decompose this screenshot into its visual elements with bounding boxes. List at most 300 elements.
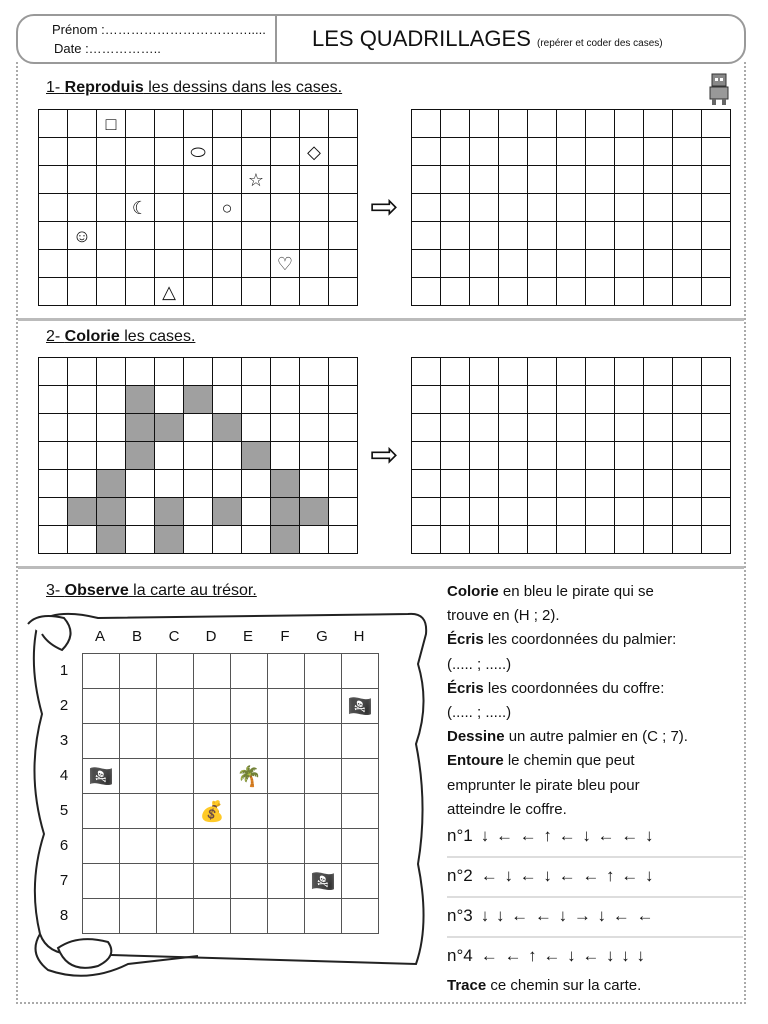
grid-cell[interactable] [271,166,300,194]
grid-cell[interactable] [39,138,68,166]
grid-cell[interactable] [615,442,644,470]
grid-cell[interactable] [39,250,68,278]
grid-cell[interactable] [470,138,499,166]
grid-cell[interactable] [155,386,184,414]
pirate-icon[interactable]: 🏴‍☠️ [342,689,379,724]
grid-cell[interactable] [441,138,470,166]
grid-cell[interactable] [194,829,231,864]
grid-cell[interactable] [213,278,242,306]
grid-cell[interactable] [97,250,126,278]
grid-cell[interactable] [213,386,242,414]
grid-cell[interactable] [242,414,271,442]
filled-cell[interactable] [97,498,126,526]
grid-cell[interactable] [300,110,329,138]
grid-cell[interactable] [586,358,615,386]
grid-cell[interactable] [305,794,342,829]
grid-cell[interactable] [39,358,68,386]
grid-cell[interactable] [586,442,615,470]
grid-cell[interactable] [184,110,213,138]
grid-cell[interactable] [242,138,271,166]
drawing-symbol[interactable]: ☆ [242,166,271,194]
grid-cell[interactable] [441,442,470,470]
grid-cell[interactable] [268,689,305,724]
grid-cell[interactable] [126,222,155,250]
grid-cell[interactable] [615,194,644,222]
grid-cell[interactable] [557,358,586,386]
grid-cell[interactable] [155,110,184,138]
grid-cell[interactable] [499,414,528,442]
grid-cell[interactable] [615,386,644,414]
grid-cell[interactable] [300,414,329,442]
grid-cell[interactable] [644,414,673,442]
grid-cell[interactable] [68,166,97,194]
grid-cell[interactable] [126,166,155,194]
grid-cell[interactable] [39,414,68,442]
grid-cell[interactable] [412,222,441,250]
grid-cell[interactable] [268,724,305,759]
grid-cell[interactable] [615,414,644,442]
grid-cell[interactable] [615,110,644,138]
grid-cell[interactable] [702,222,731,250]
grid-cell[interactable] [184,278,213,306]
grid-cell[interactable] [97,358,126,386]
grid-cell[interactable] [470,526,499,554]
grid-cell[interactable] [126,358,155,386]
grid-cell[interactable] [305,899,342,934]
grid-cell[interactable] [499,526,528,554]
grid-cell[interactable] [97,278,126,306]
grid-cell[interactable] [120,899,157,934]
grid-cell[interactable] [673,222,702,250]
grid-cell[interactable] [271,414,300,442]
grid-cell[interactable] [528,194,557,222]
grid-cell[interactable] [242,222,271,250]
grid-cell[interactable] [441,250,470,278]
grid-cell[interactable] [231,689,268,724]
grid-cell[interactable] [557,278,586,306]
grid-cell[interactable] [231,794,268,829]
sequence-option[interactable] [447,946,646,966]
grid-cell[interactable] [673,138,702,166]
grid-cell[interactable] [213,250,242,278]
filled-cell[interactable] [300,498,329,526]
grid-cell[interactable] [702,138,731,166]
grid-cell[interactable] [155,442,184,470]
drawing-symbol[interactable]: ♡ [271,250,300,278]
sequence-option[interactable] [447,866,655,886]
grid-cell[interactable] [329,526,358,554]
grid-cell[interactable] [586,250,615,278]
grid-cell[interactable] [528,222,557,250]
grid-cell[interactable] [557,470,586,498]
grid-cell[interactable] [213,166,242,194]
grid-cell[interactable] [441,414,470,442]
grid-cell[interactable] [213,110,242,138]
grid-cell[interactable] [702,470,731,498]
grid-cell[interactable] [83,899,120,934]
grid-cell[interactable] [184,414,213,442]
grid-cell[interactable] [342,899,379,934]
grid-cell[interactable] [441,386,470,414]
grid-cell[interactable] [305,724,342,759]
grid-cell[interactable] [441,222,470,250]
grid-cell[interactable] [242,358,271,386]
grid-cell[interactable] [83,689,120,724]
grid-cell[interactable] [157,689,194,724]
grid-cell[interactable] [644,110,673,138]
grid-cell[interactable] [126,278,155,306]
grid-cell[interactable] [470,414,499,442]
grid-cell[interactable] [97,138,126,166]
grid-cell[interactable] [499,358,528,386]
grid-cell[interactable] [470,166,499,194]
grid-cell[interactable] [213,470,242,498]
grid-cell[interactable] [68,526,97,554]
grid-cell[interactable] [557,166,586,194]
copy-grid-1[interactable] [411,109,731,306]
grid-cell[interactable] [586,470,615,498]
grid-cell[interactable] [441,358,470,386]
grid-cell[interactable] [271,138,300,166]
grid-cell[interactable] [329,166,358,194]
grid-cell[interactable] [155,358,184,386]
grid-cell[interactable] [702,250,731,278]
grid-cell[interactable] [120,759,157,794]
grid-cell[interactable] [412,250,441,278]
grid-cell[interactable] [300,442,329,470]
grid-cell[interactable] [441,194,470,222]
grid-cell[interactable] [126,526,155,554]
grid-cell[interactable] [120,654,157,689]
grid-cell[interactable] [194,724,231,759]
grid-cell[interactable] [615,222,644,250]
grid-cell[interactable] [673,526,702,554]
grid-cell[interactable] [528,138,557,166]
grid-cell[interactable] [268,864,305,899]
grid-cell[interactable] [300,358,329,386]
grid-cell[interactable] [342,829,379,864]
grid-cell[interactable] [39,386,68,414]
filled-cell[interactable] [271,470,300,498]
grid-cell[interactable] [155,194,184,222]
grid-cell[interactable] [231,724,268,759]
grid-cell[interactable] [300,222,329,250]
grid-cell[interactable] [499,194,528,222]
filled-cell[interactable] [184,386,213,414]
grid-cell[interactable] [586,166,615,194]
grid-cell[interactable] [329,470,358,498]
grid-cell[interactable] [271,110,300,138]
grid-cell[interactable] [268,794,305,829]
grid-cell[interactable] [412,498,441,526]
grid-cell[interactable] [329,194,358,222]
grid-cell[interactable] [83,829,120,864]
grid-cell[interactable] [68,250,97,278]
grid-cell[interactable] [342,794,379,829]
grid-cell[interactable] [702,278,731,306]
grid-cell[interactable] [528,526,557,554]
grid-cell[interactable] [242,470,271,498]
grid-cell[interactable] [615,498,644,526]
grid-cell[interactable] [499,110,528,138]
treasure-map-grid[interactable] [82,653,379,934]
grid-cell[interactable] [155,222,184,250]
filled-cell[interactable] [155,498,184,526]
grid-cell[interactable] [586,194,615,222]
grid-cell[interactable] [271,278,300,306]
grid-cell[interactable] [194,759,231,794]
grid-cell[interactable] [83,654,120,689]
grid-cell[interactable] [528,278,557,306]
grid-cell[interactable] [329,250,358,278]
grid-cell[interactable] [157,829,194,864]
grid-cell[interactable] [329,222,358,250]
grid-cell[interactable] [68,138,97,166]
grid-cell[interactable] [300,166,329,194]
grid-cell[interactable] [120,864,157,899]
grid-cell[interactable] [68,414,97,442]
grid-cell[interactable] [39,470,68,498]
grid-cell[interactable] [557,498,586,526]
palm-icon[interactable]: 🌴 [231,759,268,794]
grid-cell[interactable] [329,278,358,306]
grid-cell[interactable] [702,358,731,386]
grid-cell[interactable] [470,470,499,498]
grid-cell[interactable] [97,166,126,194]
grid-cell[interactable] [342,654,379,689]
grid-cell[interactable] [97,442,126,470]
filled-cell[interactable] [213,498,242,526]
grid-cell[interactable] [39,194,68,222]
grid-cell[interactable] [126,470,155,498]
grid-cell[interactable] [673,470,702,498]
grid-cell[interactable] [184,358,213,386]
grid-cell[interactable] [305,689,342,724]
grid-cell[interactable] [157,654,194,689]
grid-cell[interactable] [231,829,268,864]
filled-cell[interactable] [271,498,300,526]
grid-cell[interactable] [557,526,586,554]
grid-cell[interactable] [412,138,441,166]
grid-cell[interactable] [557,442,586,470]
grid-cell[interactable] [557,250,586,278]
grid-cell[interactable] [470,110,499,138]
grid-cell[interactable] [126,498,155,526]
filled-cell[interactable] [97,526,126,554]
grid-cell[interactable] [615,358,644,386]
grid-cell[interactable] [557,138,586,166]
grid-cell[interactable] [470,194,499,222]
grid-cell[interactable] [470,222,499,250]
grid-cell[interactable] [39,166,68,194]
filled-cell[interactable] [213,414,242,442]
grid-cell[interactable] [412,386,441,414]
grid-cell[interactable] [329,498,358,526]
filled-cell[interactable] [155,414,184,442]
grid-cell[interactable] [68,386,97,414]
grid-cell[interactable] [586,526,615,554]
grid-cell[interactable] [557,222,586,250]
grid-cell[interactable] [242,498,271,526]
grid-cell[interactable] [615,470,644,498]
grid-cell[interactable] [213,222,242,250]
grid-cell[interactable] [194,689,231,724]
grid-cell[interactable] [194,654,231,689]
pirate-icon[interactable]: 🏴‍☠️ [305,864,342,899]
grid-cell[interactable] [329,386,358,414]
grid-cell[interactable] [702,194,731,222]
grid-cell[interactable] [97,222,126,250]
grid-cell[interactable] [644,250,673,278]
grid-cell[interactable] [213,358,242,386]
copy-grid-2[interactable] [411,357,731,554]
grid-cell[interactable] [342,864,379,899]
grid-cell[interactable] [68,194,97,222]
grid-cell[interactable] [412,278,441,306]
grid-cell[interactable] [157,724,194,759]
grid-cell[interactable] [271,358,300,386]
grid-cell[interactable] [97,414,126,442]
grid-cell[interactable] [231,654,268,689]
grid-cell[interactable] [412,414,441,442]
grid-cell[interactable] [271,386,300,414]
grid-cell[interactable] [499,278,528,306]
grid-cell[interactable] [673,250,702,278]
grid-cell[interactable] [441,498,470,526]
grid-cell[interactable] [268,899,305,934]
grid-cell[interactable] [644,278,673,306]
grid-cell[interactable] [242,278,271,306]
grid-cell[interactable] [213,442,242,470]
grid-cell[interactable] [702,386,731,414]
grid-cell[interactable] [586,222,615,250]
filled-cell[interactable] [97,470,126,498]
grid-cell[interactable] [412,166,441,194]
filled-cell[interactable] [242,442,271,470]
chest-icon[interactable]: 💰 [194,794,231,829]
grid-cell[interactable] [412,442,441,470]
grid-cell[interactable] [615,138,644,166]
grid-cell[interactable] [68,278,97,306]
grid-cell[interactable] [499,470,528,498]
grid-cell[interactable] [157,794,194,829]
grid-cell[interactable] [231,864,268,899]
grid-cell[interactable] [155,166,184,194]
grid-cell[interactable] [412,110,441,138]
drawing-symbol[interactable]: ⬭ [184,138,213,166]
grid-cell[interactable] [557,110,586,138]
grid-cell[interactable] [499,498,528,526]
grid-cell[interactable] [184,194,213,222]
grid-cell[interactable] [184,470,213,498]
grid-cell[interactable] [155,138,184,166]
grid-cell[interactable] [194,864,231,899]
grid-cell[interactable] [305,759,342,794]
grid-cell[interactable] [68,470,97,498]
grid-cell[interactable] [702,166,731,194]
grid-cell[interactable] [615,166,644,194]
grid-cell[interactable] [470,250,499,278]
grid-cell[interactable] [499,166,528,194]
grid-cell[interactable] [68,358,97,386]
grid-cell[interactable] [268,654,305,689]
grid-cell[interactable] [184,498,213,526]
filled-cell[interactable] [126,414,155,442]
grid-cell[interactable] [412,526,441,554]
grid-cell[interactable] [615,526,644,554]
grid-cell[interactable] [242,110,271,138]
drawing-symbol[interactable]: ☾ [126,194,155,222]
grid-cell[interactable] [702,498,731,526]
grid-cell[interactable] [673,498,702,526]
pirate-icon[interactable]: 🏴‍☠️ [83,759,120,794]
grid-cell[interactable] [528,166,557,194]
grid-cell[interactable] [528,414,557,442]
grid-cell[interactable] [155,470,184,498]
grid-cell[interactable] [184,526,213,554]
grid-cell[interactable] [441,278,470,306]
grid-cell[interactable] [184,442,213,470]
grid-cell[interactable] [120,794,157,829]
filled-cell[interactable] [126,442,155,470]
grid-cell[interactable] [184,250,213,278]
grid-cell[interactable] [673,194,702,222]
grid-cell[interactable] [412,194,441,222]
grid-cell[interactable] [441,470,470,498]
grid-cell[interactable] [673,442,702,470]
grid-cell[interactable] [39,222,68,250]
grid-cell[interactable] [644,470,673,498]
grid-cell[interactable] [528,386,557,414]
grid-cell[interactable] [97,386,126,414]
grid-cell[interactable] [39,526,68,554]
grid-cell[interactable] [305,654,342,689]
grid-cell[interactable] [499,138,528,166]
grid-cell[interactable] [242,194,271,222]
grid-cell[interactable] [586,278,615,306]
grid-cell[interactable] [231,899,268,934]
grid-cell[interactable] [120,724,157,759]
grid-cell[interactable] [242,526,271,554]
grid-cell[interactable] [557,386,586,414]
grid-cell[interactable] [528,110,557,138]
grid-cell[interactable] [557,414,586,442]
grid-cell[interactable] [673,386,702,414]
filled-cell[interactable] [155,526,184,554]
grid-cell[interactable] [499,222,528,250]
grid-cell[interactable] [126,250,155,278]
grid-cell[interactable] [586,414,615,442]
grid-cell[interactable] [702,414,731,442]
grid-cell[interactable] [120,689,157,724]
grid-cell[interactable] [586,498,615,526]
grid-cell[interactable] [83,794,120,829]
grid-cell[interactable] [673,278,702,306]
drawing-symbol[interactable]: ☺ [68,222,97,250]
grid-cell[interactable] [441,166,470,194]
grid-cell[interactable] [673,166,702,194]
sequence-option[interactable] [447,826,655,846]
grid-cell[interactable] [126,110,155,138]
grid-cell[interactable] [528,498,557,526]
grid-cell[interactable] [39,110,68,138]
grid-cell[interactable] [470,498,499,526]
grid-cell[interactable] [39,498,68,526]
grid-cell[interactable] [412,470,441,498]
grid-cell[interactable] [39,278,68,306]
grid-cell[interactable] [184,166,213,194]
grid-cell[interactable] [615,278,644,306]
